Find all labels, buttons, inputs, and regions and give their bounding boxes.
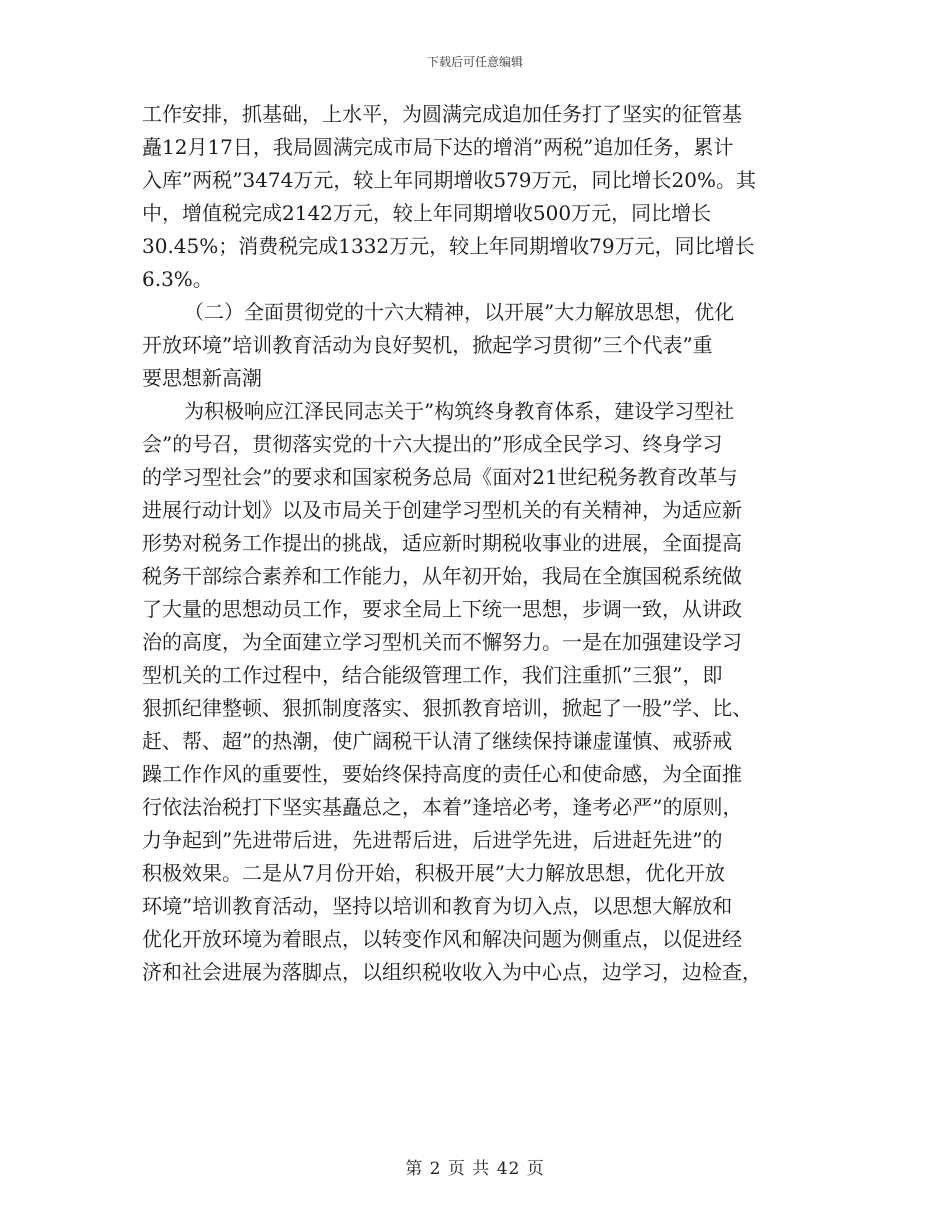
section-heading-line: 开放环境”培训教育活动为良好契机，掀起学习贯彻”三个代表”重	[142, 333, 713, 357]
section-heading-line: （二）全面贯彻党的十六大精神，以开展”大力解放思想，优化	[184, 300, 735, 324]
text-line: 入库”两税”3474万元，较上年同期增收579万元，同比增长20%。其	[142, 168, 756, 192]
text-line: 了大量的思想动员工作，要求全局上下统一思想，步调一致，从讲政	[142, 597, 742, 621]
text-line: 进展行动计划》以及市局关于创建学习型机关的有关精神，为适应新	[142, 498, 742, 522]
document-body	[142, 98, 812, 989]
page-header: 下载后可任意编辑	[426, 55, 523, 69]
text-line: 矗12月17日，我局圆满完成市局下达的增消”两税”追加任务，累计	[142, 135, 734, 159]
text-line: 赶、帮、超”的热潮，使广阔税干认清了继续保持谦虚谨慎、戒骄戒	[142, 729, 733, 753]
text-line: 积极效果。二是从7月份开始，积极开展”大力解放思想，优化开放	[142, 861, 725, 885]
text-line: 30.45%；消费税完成1332万元，较上年同期增收79万元，同比增长	[142, 234, 755, 258]
page-number-footer: 第 2 页 共 42 页	[405, 1159, 545, 1179]
text-line: 形势对税务工作提出的挑战，适应新时期税收事业的进展，全面提高	[142, 531, 742, 555]
text-line: 会”的号召，贯彻落实党的十六大提出的”形成全民学习、终身学习	[142, 432, 723, 456]
text-line: 税务干部综合素养和工作能力，从年初开始，我局在全旗国税系统做	[142, 564, 742, 588]
text-line: 优化开放环境为着眼点，以转变作风和解决问题为侧重点，以促进经	[142, 927, 742, 951]
text-line: 躁工作作风的重要性，要始终保持高度的责任心和使命感，为全面推	[142, 762, 742, 786]
section-heading-line: 要思想新高潮	[142, 366, 262, 390]
text-line: 狠抓纪律整顿、狠抓制度落实、狠抓教育培训，掀起了一股”学、比、	[142, 696, 753, 720]
text-line: 环境”培训教育活动，坚持以培训和教育为切入点，以思想大解放和	[142, 894, 733, 918]
text-line: 中，增值税完成2142万元，较上年同期增收500万元，同比增长	[142, 201, 712, 225]
text-line: 济和社会进展为落脚点，以组织税收收入为中心点，边学习，边检查，	[142, 960, 762, 984]
text-line: 为积极响应江泽民同志关于”构筑终身教育体系，建设学习型社	[184, 399, 735, 423]
text-line: 工作安排，抓基础，上水平，为圆满完成追加任务打了坚实的征管基	[142, 102, 742, 126]
text-line: 治的高度，为全面建立学习型机关而不懈努力。一是在加强建设学习	[142, 630, 742, 654]
text-line: 的学习型社会”的要求和国家税务总局《面对21世纪税务教育改革与	[142, 465, 738, 489]
text-line: 力争起到”先进带后进，先进帮后进，后进学先进，后进赶先进”的	[142, 828, 723, 852]
text-line: 行依法治税打下坚实基矗总之，本着”逢培必考，逢考必严”的原则，	[142, 795, 743, 819]
text-line: 6.3%。	[142, 267, 213, 291]
text-line: 型机关的工作过程中，结合能级管理工作，我们注重抓”三狠”，即	[142, 663, 723, 687]
